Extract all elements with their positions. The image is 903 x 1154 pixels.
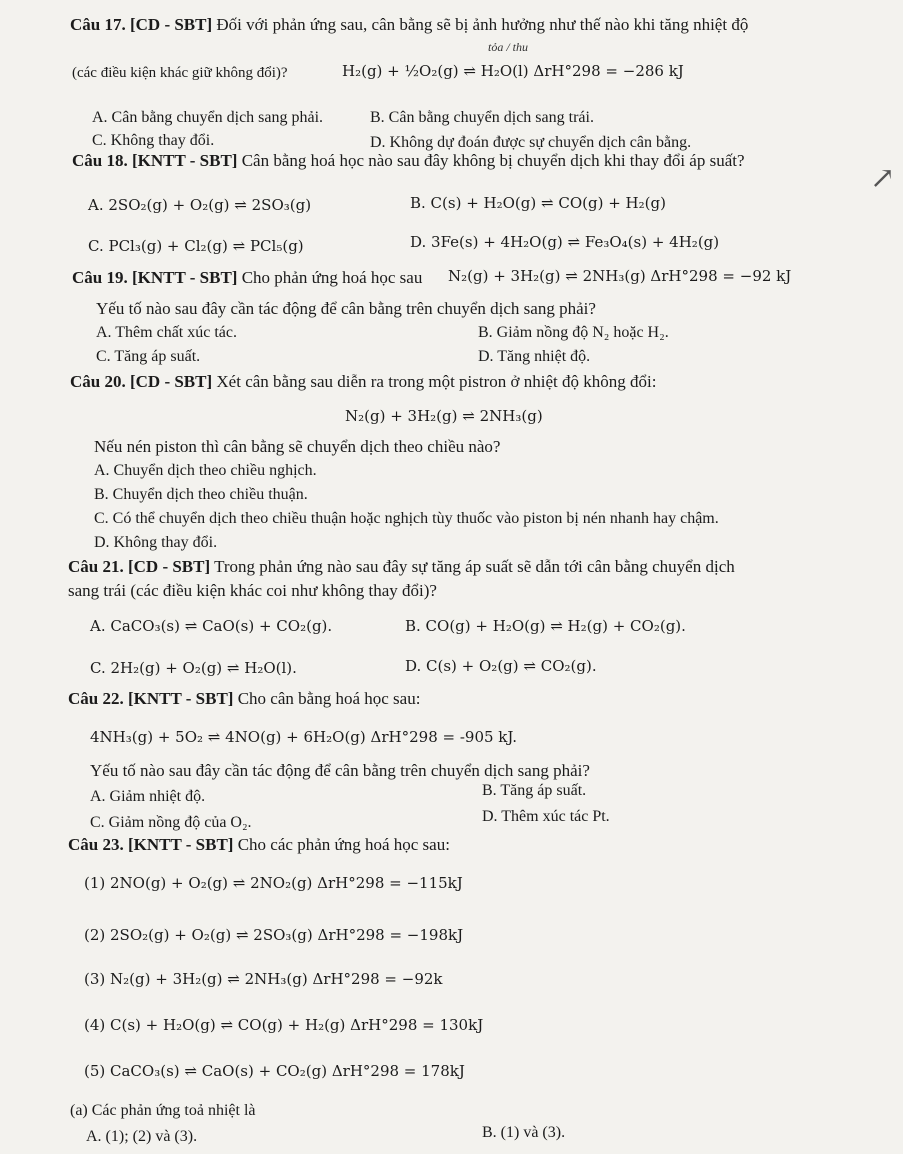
q20-option-c[interactable]: C. Có thể chuyển dịch theo chiều thuận hoặc nghịch tùy thuốc vào piston bị nén nhanh hay chậm.	[94, 510, 719, 527]
q23-reaction-3: (3) N₂(g) + 3H₂(g) ⇌ 2NH₃(g) ΔrH°298 = −92k	[84, 970, 443, 988]
q23-label: Câu 23. [KNTT - SBT]	[68, 835, 234, 854]
q19-stem	[72, 267, 422, 289]
q19-option-a[interactable]: A. Thêm chất xúc tác.	[96, 324, 237, 341]
q21-option-d[interactable]: D. C(s) + O₂(g) ⇌ CO₂(g).	[405, 657, 597, 675]
q18-stem	[72, 150, 745, 172]
q20-stem-line2: Nếu nén piston thì cân bằng sẽ chuyển dịch theo chiều nào?	[94, 437, 501, 456]
q20-option-a[interactable]: A. Chuyển dịch theo chiều nghịch.	[94, 462, 317, 479]
q18-option-b[interactable]: B. C(s) + H₂O(g) ⇌ CO(g) + H₂(g)	[410, 194, 666, 212]
q18-option-c[interactable]: C. PCl₃(g) + Cl₂(g) ⇌ PCl₅(g)	[88, 237, 304, 255]
q19-equation: N₂(g) + 3H₂(g) ⇌ 2NH₃(g) ΔrH°298 = −92 kJ	[448, 267, 792, 285]
q22-option-d[interactable]: D. Thêm xúc tác Pt.	[482, 808, 610, 825]
q17-handwritten-note: tỏa / thu	[488, 40, 529, 54]
q19-text: Cho phản ứng hoá học sau	[241, 268, 423, 287]
q17-equation: H₂(g) + ½O₂(g) ⇌ H₂O(l) ΔrH°298 = −286 kJ	[342, 62, 684, 80]
q19-stem-line2: Yếu tố nào sau đây cần tác động để cân bằng trên chuyển dịch sang phải?	[96, 299, 596, 318]
q21-text: Trong phản ứng nào sau đây sự tăng áp suất sẽ dẫn tới cân bằng chuyển dịch	[214, 557, 735, 576]
q23-reaction-5: (5) CaCO₃(s) ⇌ CaO(s) + CO₂(g) ΔrH°298 = 178kJ	[84, 1062, 465, 1080]
q19-option-b[interactable]: B. Giảm nồng độ N₂ hoặc H₂.	[478, 324, 669, 341]
q22-equation: 4NH₃(g) + 5O₂ ⇌ 4NO(g) + 6H₂O(g) ΔrH°298 = -905 kJ.	[90, 728, 518, 746]
q20-option-b[interactable]: B. Chuyển dịch theo chiều thuận.	[94, 486, 308, 503]
q18-option-d[interactable]: D. 3Fe(s) + 4H₂O(g) ⇌ Fe₃O₄(s) + 4H₂(g)	[410, 233, 720, 251]
q17-option-b[interactable]: B. Cân bằng chuyển dịch sang trái.	[370, 109, 594, 126]
q17-label: Câu 17. [CD - SBT]	[70, 15, 213, 34]
q21-option-b[interactable]: B. CO(g) + H₂O(g) ⇌ H₂(g) + CO₂(g).	[405, 617, 686, 635]
q23-option-b[interactable]: B. (1) và (3).	[482, 1124, 566, 1141]
q17-stem-line2: (các điều kiện khác giữ không đổi)?	[72, 65, 288, 81]
q21-stem-line2: sang trái (các điều kiện khác coi như không thay đổi)?	[68, 581, 437, 600]
q20-text: Xét cân bằng sau diễn ra trong một pistron ở nhiệt độ không đổi:	[216, 372, 657, 391]
q17-option-a[interactable]: A. Cân bằng chuyển dịch sang phải.	[92, 109, 324, 126]
q22-text: Cho cân bằng hoá học sau:	[237, 689, 421, 708]
pen-mark: ↗	[870, 162, 896, 195]
q17-text: Đối với phản ứng sau, cân bằng sẽ bị ảnh hưởng như thế nào khi tăng nhiệt độ	[216, 15, 749, 34]
q18-text: Cân bằng hoá học nào sau đây không bị chuyển dịch khi thay đổi áp suất?	[241, 151, 745, 170]
q17-option-c[interactable]: C. Không thay đổi.	[92, 132, 215, 149]
q19-label: Câu 19. [KNTT - SBT]	[72, 268, 238, 287]
q22-stem	[68, 688, 420, 710]
q23-text: Cho các phản ứng hoá học sau:	[237, 835, 450, 854]
q19-option-d[interactable]: D. Tăng nhiệt độ.	[478, 348, 591, 365]
q21-label: Câu 21. [CD - SBT]	[68, 557, 211, 576]
q22-option-a[interactable]: A. Giảm nhiệt độ.	[90, 788, 206, 805]
q17-option-d[interactable]: D. Không dự đoán được sự chuyển dịch cân bằng.	[370, 134, 692, 151]
q17-stem-line1	[70, 14, 748, 36]
q20-option-d[interactable]: D. Không thay đổi.	[94, 534, 218, 551]
q20-stem	[70, 371, 656, 393]
q23-reaction-1: (1) 2NO(g) + O₂(g) ⇌ 2NO₂(g) ΔrH°298 = −115kJ	[84, 874, 463, 892]
q19-option-c[interactable]: C. Tăng áp suất.	[96, 348, 201, 365]
q21-stem	[68, 556, 735, 578]
q20-label: Câu 20. [CD - SBT]	[70, 372, 213, 391]
q23-stem	[68, 834, 450, 856]
q22-label: Câu 22. [KNTT - SBT]	[68, 689, 234, 708]
q18-option-a[interactable]: A. 2SO₂(g) + O₂(g) ⇌ 2SO₃(g)	[88, 196, 312, 214]
q22-stem-line2: Yếu tố nào sau đây cần tác động để cân bằng trên chuyển dịch sang phải?	[90, 761, 590, 780]
q23-reaction-2: (2) 2SO₂(g) + O₂(g) ⇌ 2SO₃(g) ΔrH°298 = −198kJ	[84, 926, 464, 944]
q23-subquestion-a: (a) Các phản ứng toả nhiệt là	[70, 1102, 256, 1119]
q22-option-b[interactable]: B. Tăng áp suất.	[482, 782, 587, 799]
q20-equation: N₂(g) + 3H₂(g) ⇌ 2NH₃(g)	[345, 407, 543, 425]
q21-option-a[interactable]: A. CaCO₃(s) ⇌ CaO(s) + CO₂(g).	[90, 617, 333, 635]
q23-option-a[interactable]: A. (1); (2) và (3).	[86, 1128, 198, 1145]
q18-label: Câu 18. [KNTT - SBT]	[72, 151, 238, 170]
q22-option-c[interactable]: C. Giảm nồng độ của O₂.	[90, 814, 252, 831]
q21-option-c[interactable]: C. 2H₂(g) + O₂(g) ⇌ H₂O(l).	[90, 659, 297, 677]
q23-reaction-4: (4) C(s) + H₂O(g) ⇌ CO(g) + H₂(g) ΔrH°298 = 130kJ	[84, 1016, 484, 1034]
